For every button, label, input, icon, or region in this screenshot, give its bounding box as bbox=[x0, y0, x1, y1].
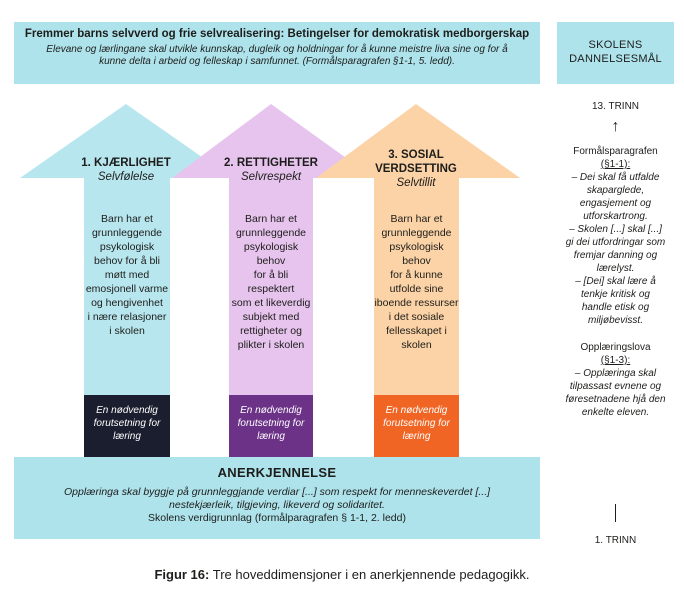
arrow-body-1 bbox=[84, 212, 170, 338]
block1-line-7: fremjar danning og bbox=[573, 250, 658, 261]
bottom-banner-desc-1: Opplæringa skal byggje på grunnleggjande verdiar [...] som respekt for menneskeverdet [...] bbox=[63, 486, 491, 498]
arrow-body-line-2-6: subjekt med bbox=[242, 311, 300, 323]
arrow-body-line-1-7: og hengivenhet bbox=[91, 297, 163, 309]
arrow-foot-line-3-2: forutsetning for bbox=[383, 418, 450, 429]
bottom-banner-ref: Skolens verdigrunnlag (formålparagrafen § 1-1, 2. ledd) bbox=[148, 512, 406, 524]
arrow-body-line-2-5: som et likeverdig bbox=[231, 297, 311, 309]
formalsparagrafen-block bbox=[548, 145, 683, 327]
arrow-title-3-1: 3. SOSIAL bbox=[388, 149, 444, 161]
block2-head-1: Opplæringslova bbox=[580, 342, 651, 353]
arrow-foot-line-2-3: læring bbox=[257, 431, 285, 442]
block2-line-3: føresetnadene hjå den bbox=[565, 394, 666, 405]
arrow-subtitle-2: Selvrespekt bbox=[240, 171, 302, 183]
arrow-body-line-1-5: møtt med bbox=[104, 269, 150, 281]
arrow-body-line-1-4: behov for å bli bbox=[94, 255, 160, 267]
arrow-foot-line-3-1: En nødvendig bbox=[385, 405, 448, 416]
arrow-body-line-1-9: i skolen bbox=[109, 325, 145, 337]
caption-text: Tre hoveddimensjoner i en anerkjennende pedagogikk. bbox=[209, 567, 530, 582]
arrow-body-line-1-3: psykologisk bbox=[99, 241, 155, 253]
arrow-header-2 bbox=[196, 156, 346, 184]
top-banner-title: Fremmer barns selvverd og frie selvrealisering: Betingelser for demokratisk medborgerskap bbox=[24, 28, 530, 40]
block2-line-2: tilpassast evnene og bbox=[569, 381, 662, 392]
bottom-trinn-label: 1. TRINN bbox=[594, 535, 637, 546]
block1-line-12: miljøbevisst. bbox=[587, 315, 643, 326]
figure-caption bbox=[0, 567, 684, 582]
arrow-foot-line-2-2: forutsetning for bbox=[237, 418, 305, 429]
block1-line-6: gi dei utfordringar som bbox=[565, 237, 666, 248]
arrow-body-3 bbox=[374, 212, 459, 352]
arrow-body-line-3-3: psykologisk behov bbox=[389, 241, 444, 267]
opplaeringslova-block bbox=[548, 341, 683, 419]
up-arrow-icon: ↑ bbox=[611, 118, 620, 135]
block1-line-3: engasjement og bbox=[579, 198, 652, 209]
block2-head-2: (§1-3): bbox=[600, 355, 631, 366]
arrow-body-line-1-8: i nære relasjoner bbox=[87, 311, 167, 323]
arrow-foot-line-1-1: En nødvendig bbox=[96, 405, 158, 416]
arrow-header-3 bbox=[341, 148, 491, 190]
arrow-subtitle-1: Selvfølelse bbox=[97, 171, 155, 183]
arrow-foot-line-3-3: læring bbox=[402, 431, 431, 442]
arrow-body-line-2-8: plikter i skolen bbox=[237, 339, 305, 351]
block1-line-5: – Skolen [...] skal [...] bbox=[569, 224, 662, 235]
caption-label: Figur 16: bbox=[154, 567, 210, 582]
arrow-title-3-2: VERDSETTING bbox=[375, 163, 457, 175]
bottom-banner bbox=[14, 457, 540, 539]
arrow-foot-text-3 bbox=[374, 404, 459, 443]
arrow-body-line-2-4: for å bli respektert bbox=[247, 269, 295, 295]
block1-line-1: – Dei skal få utfalde bbox=[571, 172, 660, 183]
arrow-body-line-3-2: grunnleggende bbox=[381, 227, 452, 239]
side-header-line-1: SKOLENS bbox=[588, 39, 643, 51]
arrow-body-line-2-2: grunnleggende bbox=[235, 227, 307, 239]
arrow-foot-text-2 bbox=[229, 404, 313, 443]
arrow-body-line-3-8: fellesskapet i bbox=[386, 325, 447, 337]
arrow-body-line-1-6: emosjonell varme bbox=[85, 283, 169, 295]
arrow-foot-line-2-1: En nødvendig bbox=[240, 405, 302, 416]
block2-line-1: – Opplæringa skal bbox=[574, 368, 657, 379]
arrow-body-line-2-1: Barn har et bbox=[245, 213, 297, 225]
arrow-body-line-2-3: psykologisk behov bbox=[243, 241, 299, 267]
arrow-body-line-3-6: iboende ressurser bbox=[374, 297, 459, 309]
arrow-body-2 bbox=[229, 212, 313, 352]
arrow-body-line-2-7: rettigheter og bbox=[240, 325, 302, 337]
arrow-title-2-1: 2. RETTIGHETER bbox=[224, 157, 318, 169]
arrow-body-line-3-9: skolen bbox=[401, 339, 432, 351]
block1-head-1: Formålsparagrafen bbox=[573, 146, 658, 157]
arrow-body-line-1-2: grunnleggende bbox=[91, 227, 163, 239]
arrow-body-line-3-1: Barn har et bbox=[390, 213, 443, 225]
top-trinn-label: 13. TRINN bbox=[591, 101, 640, 112]
arrow-foot-line-1-3: læring bbox=[113, 431, 141, 442]
block1-line-4: utforskartrong. bbox=[583, 211, 648, 222]
block1-head-2: (§1-1): bbox=[600, 159, 631, 170]
block1-line-11: handle etisk og bbox=[581, 302, 650, 313]
arrow-body-line-3-4: for å kunne bbox=[390, 269, 443, 281]
side-header-line-2: DANNELSESMÅL bbox=[569, 53, 662, 65]
arrow-subtitle-3: Selvtillit bbox=[396, 177, 436, 189]
arrow-foot-line-1-2: forutsetning for bbox=[93, 418, 161, 429]
arrow-header-1 bbox=[51, 156, 201, 184]
top-banner-desc-1: Elevane og lærlingane skal utvikle kunnskap, dugleik og holdningar for å kunne meistre liva sine og for å bbox=[46, 44, 508, 55]
side-column bbox=[548, 100, 683, 419]
bottom-banner-title: ANERKJENNELSE bbox=[217, 465, 337, 480]
block1-line-9: – [Dei] skal lære å bbox=[575, 276, 656, 287]
arrow-body-line-3-7: i det sosiale bbox=[388, 311, 445, 323]
block1-line-8: lærelyst. bbox=[596, 263, 635, 274]
bottom-banner-desc-2: nestekjærleik, tilgjeving, likeverd og solidaritet. bbox=[169, 499, 385, 511]
block1-line-10: tenkje kritisk og bbox=[581, 289, 650, 300]
vertical-line bbox=[615, 504, 616, 522]
arrow-body-line-3-5: utfolde sine bbox=[389, 283, 444, 295]
arrow-title-1-1: 1. KJÆRLIGHET bbox=[81, 157, 171, 169]
arrow-foot-text-1 bbox=[84, 404, 170, 443]
top-banner-desc-2: kunne delta i arbeid og felleskap i samfunnet. (Formålsparagrafen §1-1, 5. ledd). bbox=[99, 56, 455, 67]
arrow-body-line-1-1: Barn har et bbox=[101, 213, 153, 225]
block2-line-4: enkelte eleven. bbox=[581, 407, 650, 418]
block1-line-2: skaparglede, bbox=[586, 185, 645, 196]
